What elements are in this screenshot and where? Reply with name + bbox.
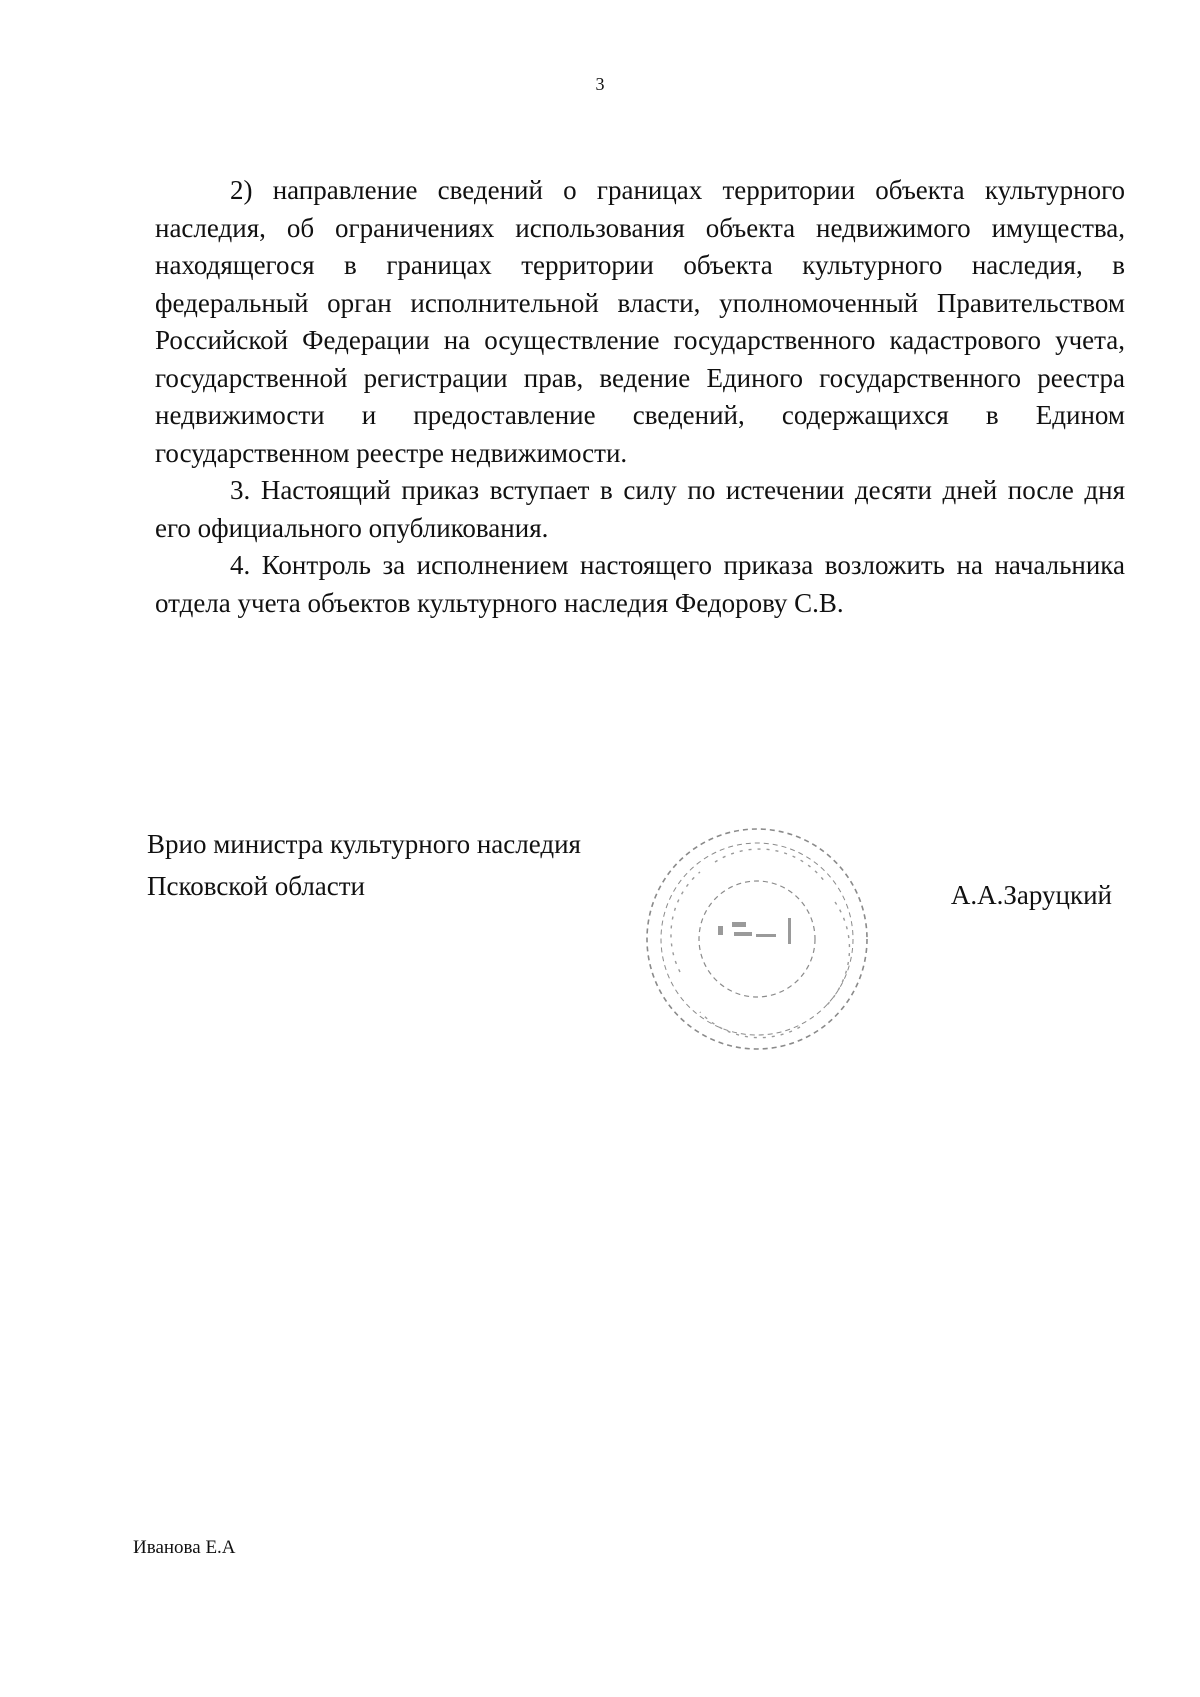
paragraph-item-2: 2) направление сведений о границах территории объекта культурного наследия, об ограничениях использования объекта недвижимого имущества, находящегося в границах территории объекта культурного наследия, в федеральный орган исполнительной власти, уполномоченный Правительством Российской Федерации на осуществление государственного кадастрового учета, государственной регистрации прав, ведение Единого государственного реестра недвижимости и предоставление сведений, содержащихся в Едином государственном реестре недвижимости. (155, 175, 1125, 468)
executor-name: Иванова Е.А (133, 1537, 236, 1558)
signatory-position-line2: Псковской области (147, 871, 366, 901)
paragraph-clause-4: 4. Контроль за исполнением настоящего приказа возложить на начальника отдела учета объектов культурного наследия Федорову С.В. (155, 550, 1125, 618)
signatory-position (147, 823, 581, 907)
signatory-position-line1: Врио министра культурного наследия (147, 829, 581, 859)
paragraph-clause-3: 3. Настоящий приказ вступает в силу по истечении десяти дней после дня его официального опубликования. (155, 475, 1125, 543)
page-number: 3 (595, 74, 605, 94)
document-body (155, 172, 1125, 622)
round-seal-icon (640, 822, 875, 1057)
signatory-name: А.А.Заруцкий (950, 880, 1112, 910)
